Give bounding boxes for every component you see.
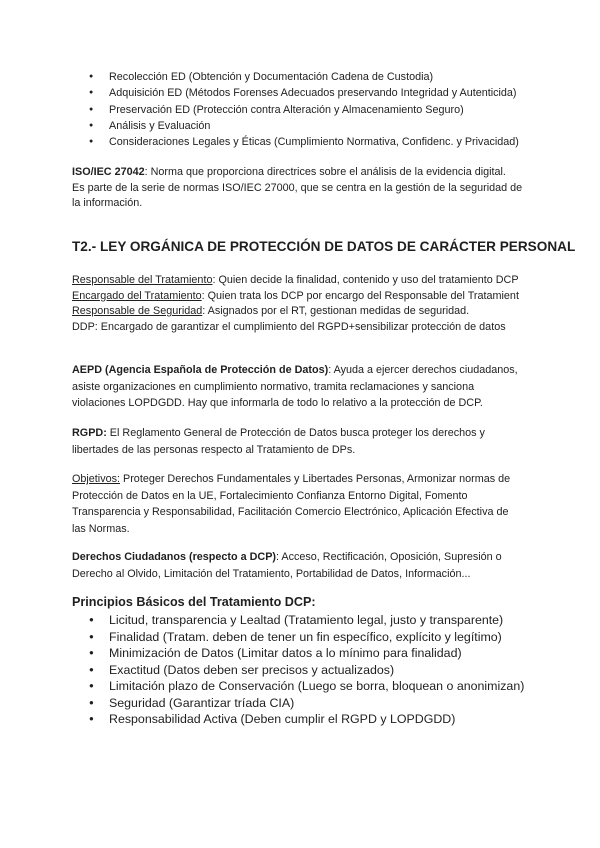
list-item: ● Exactitud (Datos deben ser precisos y actualizados) bbox=[72, 662, 528, 679]
list-item: ● Preservación ED (Protección contra Alteración y Almacenamiento Seguro) bbox=[72, 102, 528, 118]
objetivos-paragraph: Objetivos: Proteger Derechos Fundamentales y Libertades Personas, Armonizar normas de Protección de Datos en la UE, Fortalecimiento Confianza Entorno Digital, Fomento Transparencia y Responsabilidad, Facilitación Comercio Electrónico, Aplicación Efectiva de las Normas. bbox=[72, 473, 511, 535]
forensic-phases-list bbox=[72, 69, 528, 150]
list-item: ● Recolección ED (Obtención y Documentación Cadena de Custodia) bbox=[72, 69, 528, 85]
encargado-term: Encargado del Tratamiento bbox=[72, 289, 202, 302]
derechos-paragraph: Derechos Ciudadanos (respecto a DCP): Acceso, Rectificación, Oposición, Supresión o Derecho al Olvido, Limitación del Tratamiento, Portabilidad de Datos, Información... bbox=[72, 551, 502, 580]
objetivos-term: Objetivos: bbox=[72, 473, 121, 485]
list-item: ● Adquisición ED (Métodos Forenses Adecuados preservando Integridad y Autenticida) bbox=[72, 85, 528, 101]
aepd-term: AEPD (Agencia Española de Protección de Datos) bbox=[72, 364, 329, 376]
rgpd-paragraph: RGPD: El Reglamento General de Protección de Datos busca proteger los derechos y libertades de las personas respecto al Tratamiento de DPs. bbox=[72, 427, 485, 456]
rgpd-term: RGPD: bbox=[72, 427, 107, 439]
section-heading-t2: T2.- LEY ORGÁNICA DE PROTECCIÓN DE DATOS DE CARÁCTER PERSONAL bbox=[72, 239, 576, 254]
list-item: ● Responsabilidad Activa (Deben cumplir el RGPD y LOPDGDD) bbox=[72, 711, 528, 728]
derechos-term: Derechos Ciudadanos (respecto a DCP) bbox=[72, 551, 276, 563]
list-item: ● Licitud, transparencia y Lealtad (Tratamiento legal, justo y transparente) bbox=[72, 612, 528, 629]
iso-term: ISO/IEC 27042 bbox=[72, 166, 145, 178]
ddp-line: DDP: Encargado de garantizar el cumplimiento del RGPD+sensibilizar protección de datos bbox=[72, 320, 506, 333]
aepd-paragraph: AEPD (Agencia Española de Protección de Datos): Ayuda a ejercer derechos ciudadanos, asiste organizaciones en cumplimiento normativo, tramita reclamaciones y sanciona violaciones LOPDGDD. Hay que informarla de todo lo relativo a la protección de DCP. bbox=[72, 364, 518, 409]
list-item: ● Seguridad (Garantizar tríada CIA) bbox=[72, 695, 528, 712]
principios-list bbox=[72, 612, 528, 728]
list-item: ● Consideraciones Legales y Éticas (Cumplimiento Normativa, Confidenc. y Privacidad) bbox=[72, 134, 528, 150]
list-item: ● Minimización de Datos (Limitar datos a lo mínimo para finalidad) bbox=[72, 645, 528, 662]
list-item: ● Finalidad (Tratam. deben de tener un fin específico, explícito y legítimo) bbox=[72, 629, 528, 646]
seguridad-term: Responsable de Seguridad bbox=[72, 305, 203, 317]
iso-27042-paragraph: ISO/IEC 27042: Norma que proporciona directrices sobre el análisis de la evidencia digital. Es parte de la serie de normas ISO/IEC 27000, que se centra en la gestión de la seguridad de la información. bbox=[72, 166, 523, 210]
list-item: ● Análisis y Evaluación bbox=[72, 118, 528, 134]
principios-heading: Principios Básicos del Tratamiento DCP: bbox=[72, 595, 316, 609]
roles-paragraph: Responsable del Tratamiento: Quien decide la finalidad, contenido y uso del tratamiento DCP Encargado del Tratamiento: Quien trata los DCP por encargo del Responsable del Tratamient Responsable de Seguridad: Asignados por el RT, gestionan medidas de seguridad. DDP: Encargado de garantizar el cumplimiento del RGPD+sensibilizar protección de datos bbox=[72, 274, 519, 333]
list-item: ● Limitación plazo de Conservación (Luego se borra, bloquean o anonimizan) bbox=[72, 678, 528, 695]
responsable-term: Responsable del Tratamiento bbox=[72, 274, 213, 286]
